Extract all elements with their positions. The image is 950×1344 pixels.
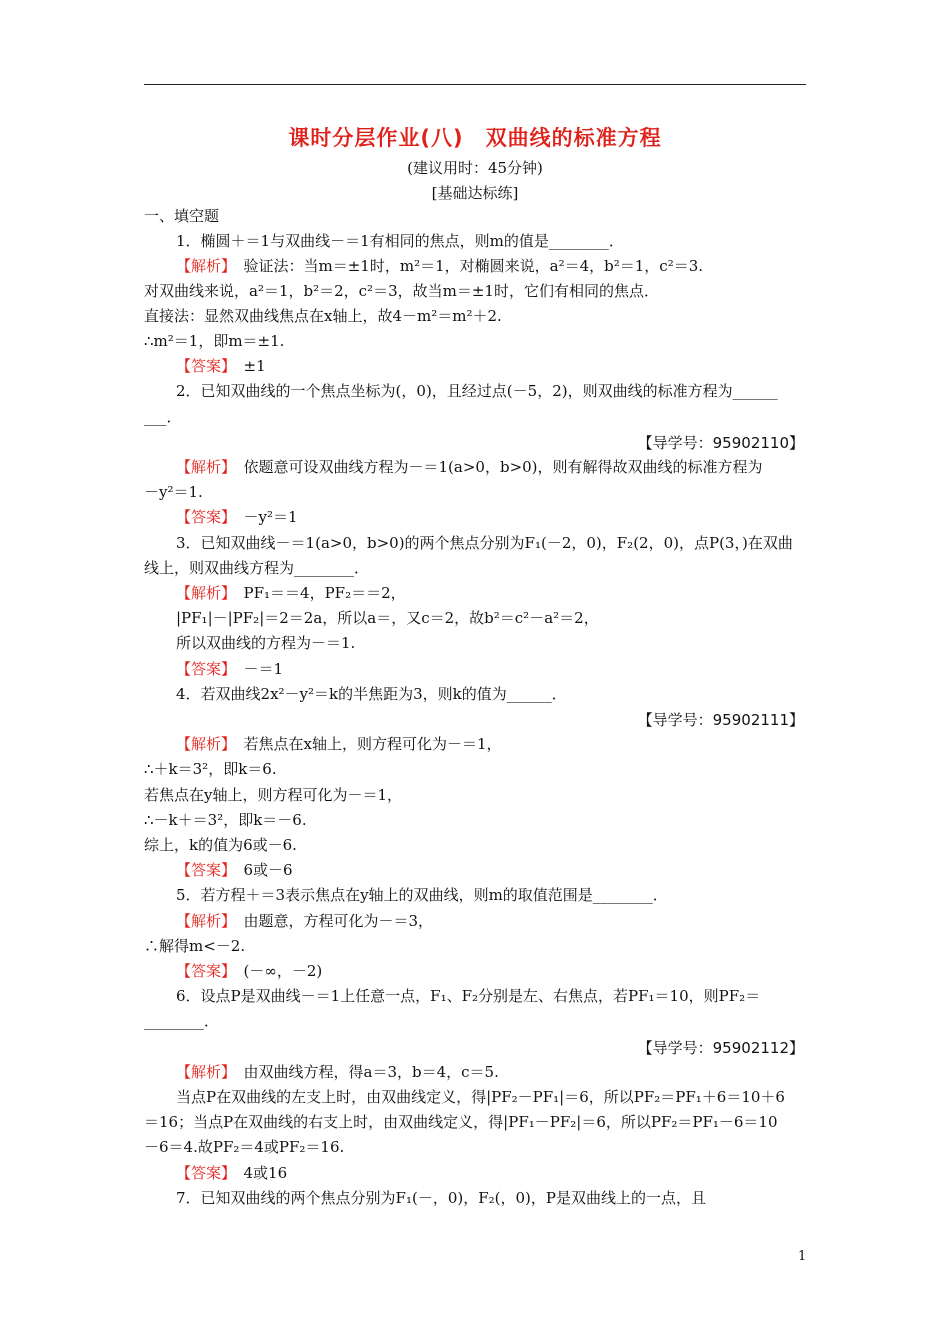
line-text: (－∞，－2) [228,962,323,980]
header-rule [144,84,806,85]
text-line [176,734,502,754]
guide-number: 【导学号：95902110】 [637,434,804,452]
line-text: 5．若方程＋＝3表示焦点在y轴上的双曲线，则m的取值范围是________． [176,886,668,904]
text-line [144,759,277,779]
line-text: 若焦点在x轴上，则方程可化为－＝1， [228,735,502,753]
analysis-tag: 【解析】 [176,1063,229,1081]
line-text: 由双曲线方程，得a＝3，b＝4，c＝5. [228,1063,499,1081]
line-text: |PF₁|－|PF₂|＝2＝2a，所以a＝，又c＝2，故b²＝c²－a²＝2， [176,609,599,627]
text-line [144,835,297,855]
text-line [176,231,624,251]
text-line [176,986,760,1006]
line-text: 6或－6 [228,861,293,879]
line-text: 所以双曲线的方程为－＝1. [176,634,356,652]
analysis-tag: 【解析】 [176,458,229,476]
page-title: 课时分层作业(八) 双曲线的标准方程 [288,126,662,150]
analysis-tag: 【解析】 [176,257,229,275]
text-line [144,936,245,956]
text-line [176,659,283,679]
text-line [176,256,703,276]
line-text: －6＝4.故PF₂＝4或PF₂＝16. [144,1138,345,1156]
text-line [176,1062,499,1082]
line-text: 2．已知双曲线的一个焦点坐标为(，0)，且经过点(－5，2)，则双曲线的标准方程为______ [176,382,778,400]
text-line [144,558,369,578]
text-line [144,785,402,805]
text-line [176,684,567,704]
text-line [176,1188,706,1208]
line-text: －y²＝1 [228,508,298,526]
line-text: 验证法：当m＝±1时，m²＝1，对椭圆来说，a²＝4，b²＝1，c²＝3. [228,257,704,275]
text-line [144,407,182,427]
text-line [144,810,307,830]
answer-tag: 【答案】 [176,962,229,980]
line-text: ＝16；当点P在双曲线的右支上时，由双曲线定义，得|PF₁－PF₂|＝6，所以PF₂＝PF₁－6＝10 [144,1113,778,1131]
text-line [144,1112,778,1132]
line-text: －＝1 [228,660,284,678]
analysis-tag: 【解析】 [176,584,229,602]
text-line [176,860,293,880]
text-line [176,911,433,931]
part-heading: 一、填空题 [144,207,220,225]
line-text: ________． [144,1012,220,1030]
line-text: 7．已知双曲线的两个焦点分别为F₁(－，0)，F₂(，0)，P是双曲线上的一点，且 [176,1189,706,1207]
line-text: －y²＝1. [144,483,203,501]
text-line [176,356,266,376]
analysis-tag: 【解析】 [176,912,229,930]
line-text: 4．若双曲线2x²－y²＝k的半焦距为3，则k的值为______． [176,685,567,703]
text-line [176,608,599,628]
text-line [176,381,778,401]
text-line [176,457,763,477]
line-text: ∴＋k＝3²，即k＝6. [144,760,277,778]
text-line [176,507,298,527]
answer-tag: 【答案】 [176,1164,229,1182]
line-text: 若焦点在y轴上，则方程可化为－＝1， [144,786,403,804]
line-text: 综上，k的值为6或－6. [144,836,297,854]
text-line [144,482,203,502]
line-text: ∴解得m<－2. [144,937,246,955]
line-text: PF₁＝＝4，PF₂＝＝2， [228,584,406,602]
text-line [176,1087,785,1107]
text-line [144,306,502,326]
line-text: ∴m²＝1，即m＝±1. [144,332,285,350]
text-line [144,281,659,301]
line-text: 由题意，方程可化为－＝3， [228,912,434,930]
line-text: 3．已知双曲线－＝1(a>0，b>0)的两个焦点分别为F₁(－2，0)，F₂(2，0)，点P(3，)在双曲 [176,534,793,552]
analysis-tag: 【解析】 [176,735,229,753]
text-line [176,633,355,653]
line-text: ±1 [228,357,266,375]
section-heading: [基础达标练] [431,184,519,202]
line-text: ∴－k＋＝3²，即k＝－6. [144,811,307,829]
line-text: 直接法：显然双曲线焦点在x轴上，故4－m²＝m²＋2. [144,307,502,325]
text-line [144,331,284,351]
answer-tag: 【答案】 [176,508,229,526]
line-text: 依题意可设双曲线方程为－＝1(a>0，b>0)，则有解得故双曲线的标准方程为 [228,458,763,476]
text-line [176,1163,287,1183]
text-line [176,885,668,905]
line-text: 当点P在双曲线的左支上时，由双曲线定义，得|PF₂－PF₁|＝6，所以PF₂＝PF₁＋6＝10＋6 [176,1088,785,1106]
line-text: 1．椭圆＋＝1与双曲线－＝1有相同的焦点，则m的值是________． [176,232,624,250]
answer-tag: 【答案】 [176,861,229,879]
line-text: ___． [144,408,182,426]
line-text: 6．设点P是双曲线－＝1上任意一点，F₁、F₂分别是左、右焦点，若PF₁＝10，则PF₂＝ [176,987,761,1005]
line-text: 对双曲线来说，a²＝1，b²＝2，c²＝3，故当m＝±1时，它们有相同的焦点． [144,282,659,300]
line-text: 4或16 [228,1164,288,1182]
text-line [176,961,322,981]
text-line [144,1011,219,1031]
text-line [176,583,406,603]
answer-tag: 【答案】 [176,660,229,678]
guide-number: 【导学号：95902111】 [637,711,804,729]
text-line [176,533,793,553]
answer-tag: 【答案】 [176,357,229,375]
text-line [144,1137,344,1157]
suggested-time: (建议用时：45分钟) [407,159,543,177]
page-number: 1 [798,1249,807,1264]
guide-number: 【导学号：95902112】 [637,1039,804,1057]
line-text: 线上，则双曲线方程为________． [144,559,370,577]
